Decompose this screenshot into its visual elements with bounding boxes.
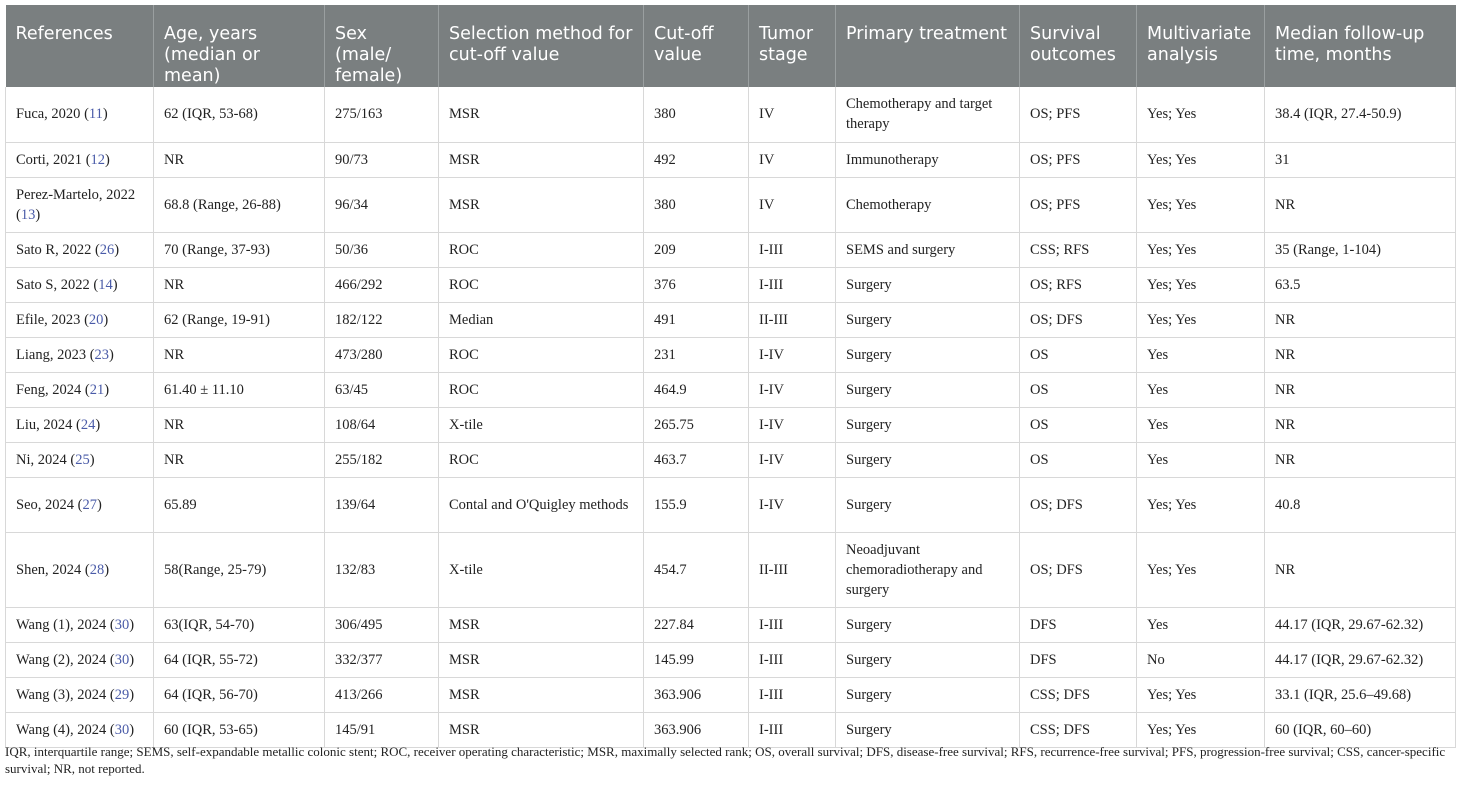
- followup-cell: NR: [1265, 372, 1456, 407]
- table-row: [6, 607, 1456, 642]
- cutoff-cell: 231: [644, 337, 749, 372]
- cutoff-cell: 227.84: [644, 607, 749, 642]
- reference-cell: Wang (4), 2024 (30): [6, 712, 154, 747]
- multivariate-cell: Yes; Yes: [1137, 477, 1265, 532]
- reference-cell: Fuca, 2020 (11): [6, 87, 154, 142]
- age-cell: NR: [154, 337, 325, 372]
- header-age: Age, years (median or mean): [154, 5, 325, 87]
- followup-cell: NR: [1265, 532, 1456, 607]
- cutoff-cell: 491: [644, 302, 749, 337]
- followup-cell: NR: [1265, 337, 1456, 372]
- treatment-cell: Surgery: [836, 477, 1020, 532]
- reference-link[interactable]: 30: [114, 616, 130, 633]
- table-container: [5, 5, 1455, 748]
- multivariate-cell: Yes: [1137, 372, 1265, 407]
- followup-cell: 38.4 (IQR, 27.4-50.9): [1265, 87, 1456, 142]
- table-row: [6, 532, 1456, 607]
- age-cell: 60 (IQR, 53-65): [154, 712, 325, 747]
- table-row: [6, 267, 1456, 302]
- reference-link[interactable]: 11: [88, 106, 103, 123]
- sex-cell: 63/45: [325, 372, 439, 407]
- reference-cell: Sato S, 2022 (14): [6, 267, 154, 302]
- multivariate-cell: Yes; Yes: [1137, 142, 1265, 177]
- header-references: References: [6, 5, 154, 87]
- cutoff-cell: 363.906: [644, 712, 749, 747]
- age-cell: 61.40 ± 11.10: [154, 372, 325, 407]
- table-row: [6, 477, 1456, 532]
- multivariate-cell: No: [1137, 642, 1265, 677]
- multivariate-cell: Yes; Yes: [1137, 177, 1265, 232]
- sex-cell: 255/182: [325, 442, 439, 477]
- sex-cell: 50/36: [325, 232, 439, 267]
- sex-cell: 90/73: [325, 142, 439, 177]
- reference-link[interactable]: 30: [114, 651, 130, 668]
- method-cell: ROC: [439, 372, 644, 407]
- age-cell: 65.89: [154, 477, 325, 532]
- outcomes-cell: OS: [1020, 372, 1137, 407]
- cutoff-cell: 363.906: [644, 677, 749, 712]
- method-cell: ROC: [439, 267, 644, 302]
- multivariate-cell: Yes; Yes: [1137, 302, 1265, 337]
- header-cutoff: Cut-off value: [644, 5, 749, 87]
- reference-link[interactable]: 21: [89, 381, 105, 398]
- age-cell: 64 (IQR, 55-72): [154, 642, 325, 677]
- header-multivariate: Multivariate analysis: [1137, 5, 1265, 87]
- followup-cell: 31: [1265, 142, 1456, 177]
- age-cell: NR: [154, 142, 325, 177]
- multivariate-cell: Yes; Yes: [1137, 712, 1265, 747]
- method-cell: Contal and O'Quigley methods: [439, 477, 644, 532]
- treatment-cell: Neoadjuvant chemoradiotherapy and surgery: [836, 532, 1020, 607]
- treatment-cell: SEMS and surgery: [836, 232, 1020, 267]
- header-primary-treatment: Primary treatment: [836, 5, 1020, 87]
- cutoff-cell: 380: [644, 87, 749, 142]
- reference-link[interactable]: 28: [89, 561, 105, 578]
- treatment-cell: Surgery: [836, 712, 1020, 747]
- multivariate-cell: Yes; Yes: [1137, 267, 1265, 302]
- stage-cell: I-IV: [749, 337, 836, 372]
- reference-text: Corti, 2021: [16, 151, 83, 168]
- method-cell: ROC: [439, 442, 644, 477]
- reference-text: Wang (4), 2024: [16, 721, 107, 738]
- stage-cell: IV: [749, 142, 836, 177]
- multivariate-cell: Yes: [1137, 407, 1265, 442]
- age-cell: NR: [154, 267, 325, 302]
- method-cell: ROC: [439, 337, 644, 372]
- followup-cell: NR: [1265, 302, 1456, 337]
- reference-link[interactable]: 23: [94, 346, 110, 363]
- reference-text: Wang (1), 2024: [16, 616, 107, 633]
- sex-cell: 332/377: [325, 642, 439, 677]
- table-row: [6, 87, 1456, 142]
- sex-cell: 473/280: [325, 337, 439, 372]
- followup-cell: 63.5: [1265, 267, 1456, 302]
- sex-cell: 275/163: [325, 87, 439, 142]
- age-cell: 62 (IQR, 53-68): [154, 87, 325, 142]
- multivariate-cell: Yes: [1137, 607, 1265, 642]
- age-cell: 64 (IQR, 56-70): [154, 677, 325, 712]
- outcomes-cell: OS; DFS: [1020, 477, 1137, 532]
- followup-cell: NR: [1265, 442, 1456, 477]
- reference-text: Feng, 2024: [16, 381, 82, 398]
- age-cell: 70 (Range, 37-93): [154, 232, 325, 267]
- stage-cell: II-III: [749, 532, 836, 607]
- reference-cell: Shen, 2024 (28): [6, 532, 154, 607]
- reference-link[interactable]: 13: [20, 206, 36, 223]
- reference-link[interactable]: 26: [99, 241, 115, 258]
- sex-cell: 306/495: [325, 607, 439, 642]
- reference-cell: Feng, 2024 (21): [6, 372, 154, 407]
- sex-cell: 413/266: [325, 677, 439, 712]
- table-row: [6, 677, 1456, 712]
- reference-link[interactable]: 24: [80, 416, 96, 433]
- outcomes-cell: OS; PFS: [1020, 87, 1137, 142]
- stage-cell: II-III: [749, 302, 836, 337]
- stage-cell: I-III: [749, 232, 836, 267]
- method-cell: X-tile: [439, 407, 644, 442]
- treatment-cell: Surgery: [836, 607, 1020, 642]
- header-sex: Sex (male/ female): [325, 5, 439, 87]
- reference-text: Liang, 2023: [16, 346, 87, 363]
- reference-link[interactable]: 14: [98, 276, 113, 293]
- outcomes-cell: OS: [1020, 337, 1137, 372]
- reference-link[interactable]: 29: [114, 686, 130, 703]
- reference-text: Efile, 2023: [16, 311, 81, 328]
- sex-cell: 96/34: [325, 177, 439, 232]
- cutoff-cell: 454.7: [644, 532, 749, 607]
- method-cell: MSR: [439, 87, 644, 142]
- cutoff-cell: 376: [644, 267, 749, 302]
- method-cell: ROC: [439, 232, 644, 267]
- stage-cell: I-III: [749, 607, 836, 642]
- sex-cell: 182/122: [325, 302, 439, 337]
- followup-cell: NR: [1265, 407, 1456, 442]
- stage-cell: I-III: [749, 712, 836, 747]
- stage-cell: I-III: [749, 642, 836, 677]
- reference-cell: Wang (1), 2024 (30): [6, 607, 154, 642]
- reference-text: Wang (3), 2024: [16, 686, 107, 703]
- outcomes-cell: OS; DFS: [1020, 532, 1137, 607]
- reference-link[interactable]: 27: [82, 496, 97, 513]
- method-cell: X-tile: [439, 532, 644, 607]
- reference-link[interactable]: 12: [90, 151, 106, 168]
- sex-cell: 145/91: [325, 712, 439, 747]
- followup-cell: 44.17 (IQR, 29.67-62.32): [1265, 607, 1456, 642]
- header-tumor-stage: Tumor stage: [749, 5, 836, 87]
- outcomes-cell: OS; PFS: [1020, 142, 1137, 177]
- sex-cell: 108/64: [325, 407, 439, 442]
- treatment-cell: Chemotherapy: [836, 177, 1020, 232]
- multivariate-cell: Yes; Yes: [1137, 232, 1265, 267]
- reference-text: Shen, 2024: [16, 561, 82, 578]
- treatment-cell: Surgery: [836, 372, 1020, 407]
- reference-cell: Sato R, 2022 (26): [6, 232, 154, 267]
- multivariate-cell: Yes; Yes: [1137, 677, 1265, 712]
- reference-cell: Corti, 2021 (12): [6, 142, 154, 177]
- reference-text: Sato S, 2022: [16, 276, 90, 293]
- followup-cell: 60 (IQR, 60–60): [1265, 712, 1456, 747]
- header-followup: Median follow-up time, months: [1265, 5, 1456, 87]
- outcomes-cell: OS; RFS: [1020, 267, 1137, 302]
- reference-text: Wang (2), 2024: [16, 651, 107, 668]
- reference-cell: Seo, 2024 (27): [6, 477, 154, 532]
- reference-text: Liu, 2024: [16, 416, 73, 433]
- reference-cell: Efile, 2023 (20): [6, 302, 154, 337]
- followup-cell: 35 (Range, 1-104): [1265, 232, 1456, 267]
- sex-cell: 139/64: [325, 477, 439, 532]
- reference-cell: Liang, 2023 (23): [6, 337, 154, 372]
- treatment-cell: Surgery: [836, 267, 1020, 302]
- treatment-cell: Surgery: [836, 442, 1020, 477]
- treatment-cell: Immunotherapy: [836, 142, 1020, 177]
- age-cell: NR: [154, 407, 325, 442]
- table-row: [6, 372, 1456, 407]
- followup-cell: 33.1 (IQR, 25.6–49.68): [1265, 677, 1456, 712]
- cutoff-cell: 155.9: [644, 477, 749, 532]
- treatment-cell: Surgery: [836, 642, 1020, 677]
- treatment-cell: Surgery: [836, 337, 1020, 372]
- reference-cell: Wang (3), 2024 (29): [6, 677, 154, 712]
- stage-cell: I-IV: [749, 407, 836, 442]
- treatment-cell: Surgery: [836, 302, 1020, 337]
- table-row: [6, 407, 1456, 442]
- table-row: [6, 142, 1456, 177]
- treatment-cell: Surgery: [836, 407, 1020, 442]
- cutoff-cell: 463.7: [644, 442, 749, 477]
- followup-cell: NR: [1265, 177, 1456, 232]
- table-footnote: IQR, interquartile range; SEMS, self-expandable metallic colonic stent; ROC, receiver operating characteristic; MSR, maximally selected rank; OS, overall survival; DFS, disease-free survival; RFS, recurrence-free survival; PFS, progression-free survival; CSS, cancer-specific survival; NR, not reported.: [5, 744, 1446, 776]
- table-row: [6, 302, 1456, 337]
- stage-cell: I-III: [749, 677, 836, 712]
- followup-cell: 40.8: [1265, 477, 1456, 532]
- reference-link[interactable]: 20: [88, 311, 104, 328]
- stage-cell: I-IV: [749, 477, 836, 532]
- cutoff-cell: 209: [644, 232, 749, 267]
- table-row: [6, 712, 1456, 747]
- table-body: [6, 87, 1456, 747]
- multivariate-cell: Yes; Yes: [1137, 87, 1265, 142]
- cutoff-cell: 464.9: [644, 372, 749, 407]
- multivariate-cell: Yes; Yes: [1137, 532, 1265, 607]
- header-survival-outcomes: Survival outcomes: [1020, 5, 1137, 87]
- outcomes-cell: CSS; DFS: [1020, 677, 1137, 712]
- reference-text: Ni, 2024: [16, 451, 67, 468]
- outcomes-cell: OS: [1020, 407, 1137, 442]
- reference-link[interactable]: 30: [114, 721, 130, 738]
- reference-text: Seo, 2024: [16, 496, 74, 513]
- cutoff-cell: 265.75: [644, 407, 749, 442]
- sex-cell: 132/83: [325, 532, 439, 607]
- table-row: [6, 442, 1456, 477]
- outcomes-cell: DFS: [1020, 607, 1137, 642]
- method-cell: MSR: [439, 607, 644, 642]
- table-row: [6, 642, 1456, 677]
- studies-table: [5, 5, 1456, 748]
- outcomes-cell: OS; DFS: [1020, 302, 1137, 337]
- method-cell: MSR: [439, 142, 644, 177]
- stage-cell: I-IV: [749, 372, 836, 407]
- header-selection-method: Selection method for cut-off value: [439, 5, 644, 87]
- reference-text: Sato R, 2022: [16, 241, 92, 258]
- stage-cell: IV: [749, 177, 836, 232]
- age-cell: 62 (Range, 19-91): [154, 302, 325, 337]
- table-row: [6, 177, 1456, 232]
- header-row: [6, 5, 1456, 87]
- method-cell: MSR: [439, 177, 644, 232]
- cutoff-cell: 492: [644, 142, 749, 177]
- treatment-cell: Surgery: [836, 677, 1020, 712]
- stage-cell: I-III: [749, 267, 836, 302]
- stage-cell: I-IV: [749, 442, 836, 477]
- treatment-cell: Chemotherapy and target therapy: [836, 87, 1020, 142]
- stage-cell: IV: [749, 87, 836, 142]
- multivariate-cell: Yes: [1137, 337, 1265, 372]
- method-cell: Median: [439, 302, 644, 337]
- age-cell: 63(IQR, 54-70): [154, 607, 325, 642]
- outcomes-cell: OS; PFS: [1020, 177, 1137, 232]
- outcomes-cell: OS: [1020, 442, 1137, 477]
- outcomes-cell: DFS: [1020, 642, 1137, 677]
- age-cell: NR: [154, 442, 325, 477]
- sex-cell: 466/292: [325, 267, 439, 302]
- reference-cell: Ni, 2024 (25): [6, 442, 154, 477]
- reference-text: Fuca, 2020: [16, 106, 81, 123]
- multivariate-cell: Yes: [1137, 442, 1265, 477]
- cutoff-cell: 145.99: [644, 642, 749, 677]
- method-cell: MSR: [439, 677, 644, 712]
- outcomes-cell: CSS; RFS: [1020, 232, 1137, 267]
- table-row: [6, 337, 1456, 372]
- reference-cell: Perez-Martelo, 2022 (13): [6, 177, 154, 232]
- cutoff-cell: 380: [644, 177, 749, 232]
- age-cell: 68.8 (Range, 26-88): [154, 177, 325, 232]
- reference-cell: Wang (2), 2024 (30): [6, 642, 154, 677]
- reference-text: Perez-Martelo, 2022: [16, 186, 136, 203]
- outcomes-cell: CSS; DFS: [1020, 712, 1137, 747]
- followup-cell: 44.17 (IQR, 29.67-62.32): [1265, 642, 1456, 677]
- age-cell: 58(Range, 25-79): [154, 532, 325, 607]
- method-cell: MSR: [439, 642, 644, 677]
- method-cell: MSR: [439, 712, 644, 747]
- reference-cell: Liu, 2024 (24): [6, 407, 154, 442]
- table-row: [6, 232, 1456, 267]
- reference-link[interactable]: 25: [75, 451, 90, 468]
